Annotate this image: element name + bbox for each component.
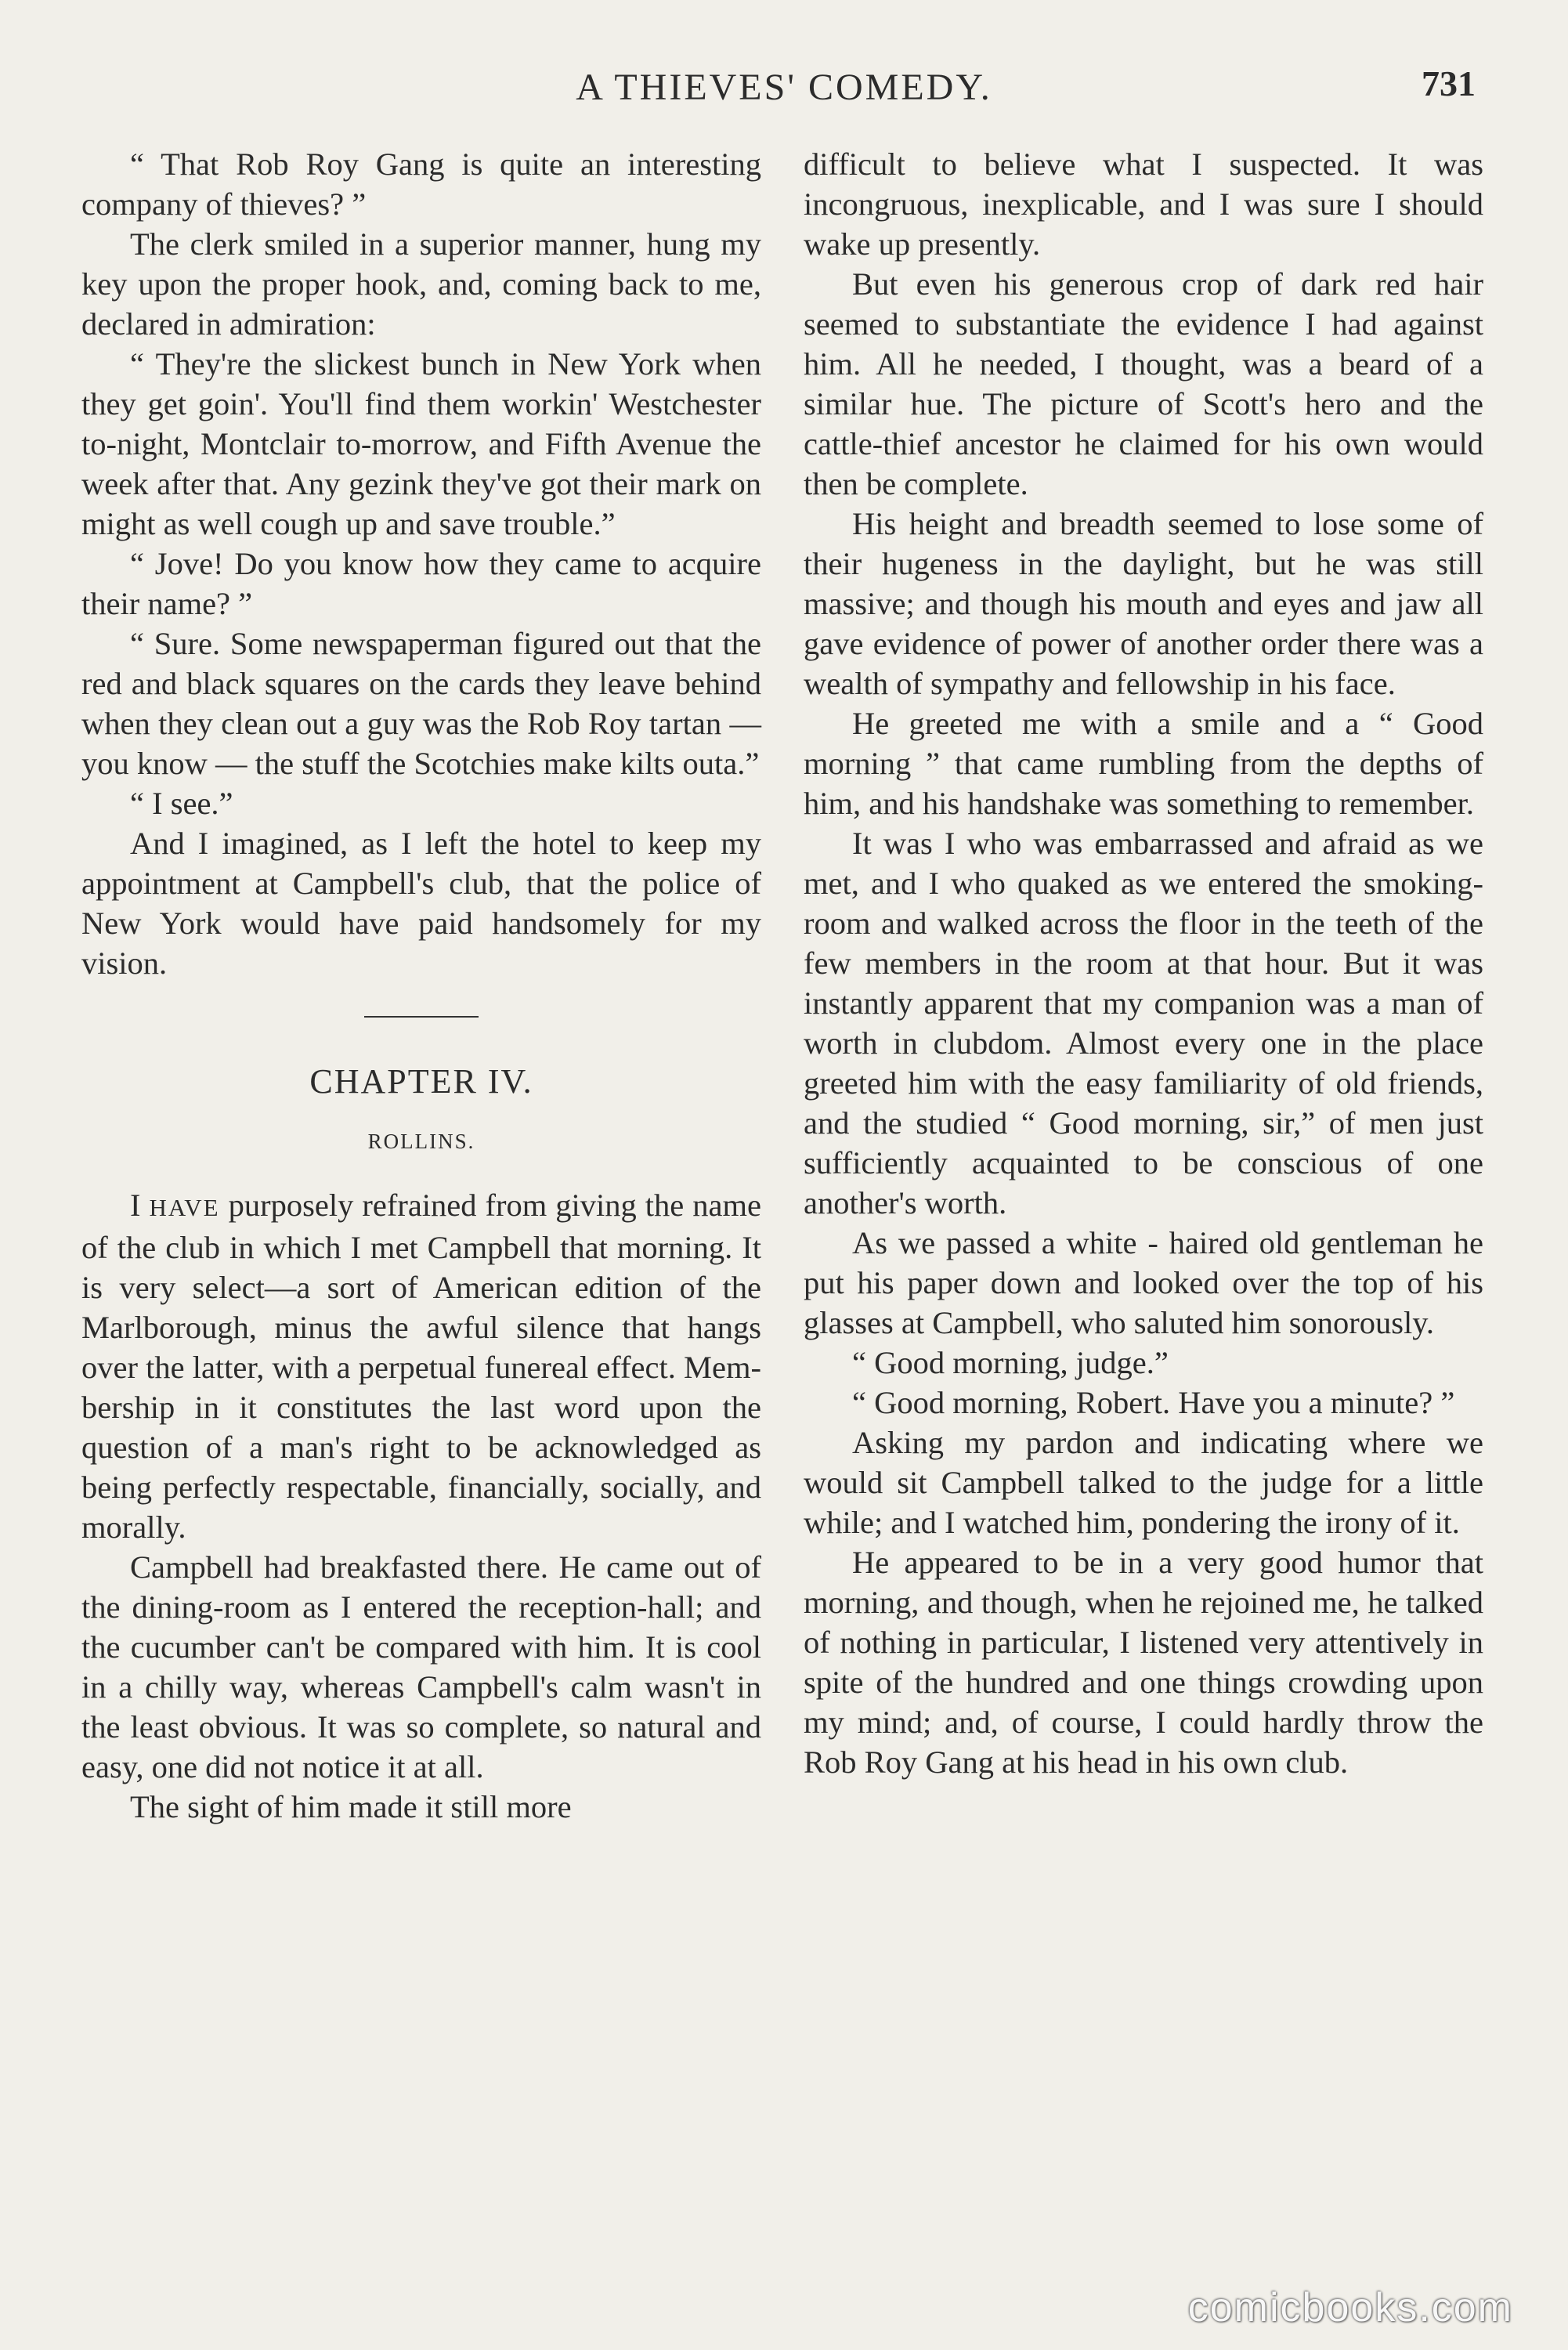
running-title: A THIEVES' COMEDY.	[576, 67, 992, 108]
paragraph: He greeted me with a smile and a “ Good morning ” that came rumbling from the depths of him, and his handshake was something to remember.	[804, 706, 1483, 821]
opening-smallcaps: HAVE	[149, 1194, 220, 1221]
paragraph: “ Sure. Some newspaperman figured out that the red and black squares on the cards they leave behind when they clean out a guy was the Rob Roy tartan — you know — the stuff the Scotchies make kilts outa.”	[81, 626, 761, 781]
paragraph: Asking my pardon and indicating where we would sit Campbell talked to the judge for a little while; and I watched him, pondering the irony of it.	[804, 1425, 1483, 1540]
paragraph: “ Jove! Do you know how they came to acquire their name? ”	[81, 546, 761, 621]
watermark: comicbooks.com	[1187, 2285, 1513, 2330]
chapter-subtitle: ROLLINS.	[367, 1130, 475, 1153]
paragraph: The clerk smiled in a superior manner, hung my key upon the proper hook, and, coming back to me, declared in admiration:	[81, 226, 761, 342]
chapter-opening-paragraph	[81, 1185, 761, 1547]
paragraph: “ Good morning, judge.”	[852, 1345, 1169, 1380]
paragraph: But even his generous crop of dark red hair seemed to substantiate the evidence I had against him. All he needed, I thought, was a beard of a similar hue. The picture of Scott's hero and the cattle-thief ancestor he claimed for his own would then be complete.	[804, 266, 1483, 501]
paragraph: His height and breadth seemed to lose some of their hugeness in the daylight, but he was still massive; and though his mouth and eyes and jaw all gave evidence of power of another order there was a wealth of sympathy and fellowship in his face.	[804, 506, 1483, 701]
paragraph: “ That Rob Roy Gang is quite an interesting company of thieves? ”	[81, 146, 761, 222]
paragraph: It was I who was embarrassed and afraid as we met, and I who quaked as we entered the smoking-room and walked across the floor in the teeth of the few members in the room at that hour. But it was instantly apparent that my companion was a man of worth in clubdom. Almost every one in the place greeted him with the easy familiarity of old friends, and the studied “ Good morning, sir,” of men just sufficiently acquainted to be conscious of one another's worth.	[804, 826, 1483, 1220]
chapter-title: CHAPTER IV.	[309, 1062, 533, 1101]
paragraph: And I imagined, as I left the hotel to keep my appointment at Campbell's club, that the police of New York would have paid handsomely for my vision.	[81, 826, 761, 981]
continued-paragraph: difficult to believe what I suspected. It was incongruous, inexplicable, and I was sure I should wake up presently.	[804, 146, 1483, 262]
paragraph: “ Good morning, Robert. Have you a minute? ”	[852, 1385, 1455, 1420]
opening-word: I	[130, 1188, 150, 1223]
paragraph: As we passed a white - haired old gentleman he put his paper down and looked over the top of his glasses at Campbell, who saluted him sonorously.	[804, 1225, 1483, 1340]
right-column	[804, 144, 1483, 1782]
paragraph: He appeared to be in a very good humor that morning, and though, when he rejoined me, he talked of nothing in particular, I listened very attentively in spite of the hundred and one things crowding upon my mind; and, of course, I could hardly throw the Rob Roy Gang at his head in his own club.	[804, 1545, 1483, 1780]
paragraph: “ I see.”	[130, 786, 233, 821]
chapter-divider	[364, 1016, 479, 1018]
page-number: 731	[1422, 63, 1476, 103]
paragraph: The sight of him made it still more	[130, 1789, 572, 1824]
paragraph: “ They're the slickest bunch in New York when they get goin'. You'll find them workin' Westchester to-night, Montclair to-morrow, and Fifth Avenue the week after that. Any gezink they've got their mark on might as well cough up and save trouble.”	[81, 346, 761, 541]
running-head	[0, 63, 1568, 125]
opening-text: purposely refrained from giving the name of the club in which I met Campbell that morning. It is very select—a sort of American edition of the Marlborough, minus the awful silence that hangs over the latter, with a perpetual funereal effect. Membership in it constitutes the last word upon the question of a man's right to be acknowledged as being perfectly respectable, financially, socially, and morally.	[81, 1188, 761, 1545]
left-column	[81, 144, 761, 1827]
paragraph: Campbell had breakfasted there. He came out of the dining-room as I entered the reception-hall; and the cucumber can't be compared with him. It is cool in a chilly way, whereas Campbell's calm wasn't in the least obvious. It was so complete, so natural and easy, one did not notice it at all.	[81, 1549, 761, 1784]
